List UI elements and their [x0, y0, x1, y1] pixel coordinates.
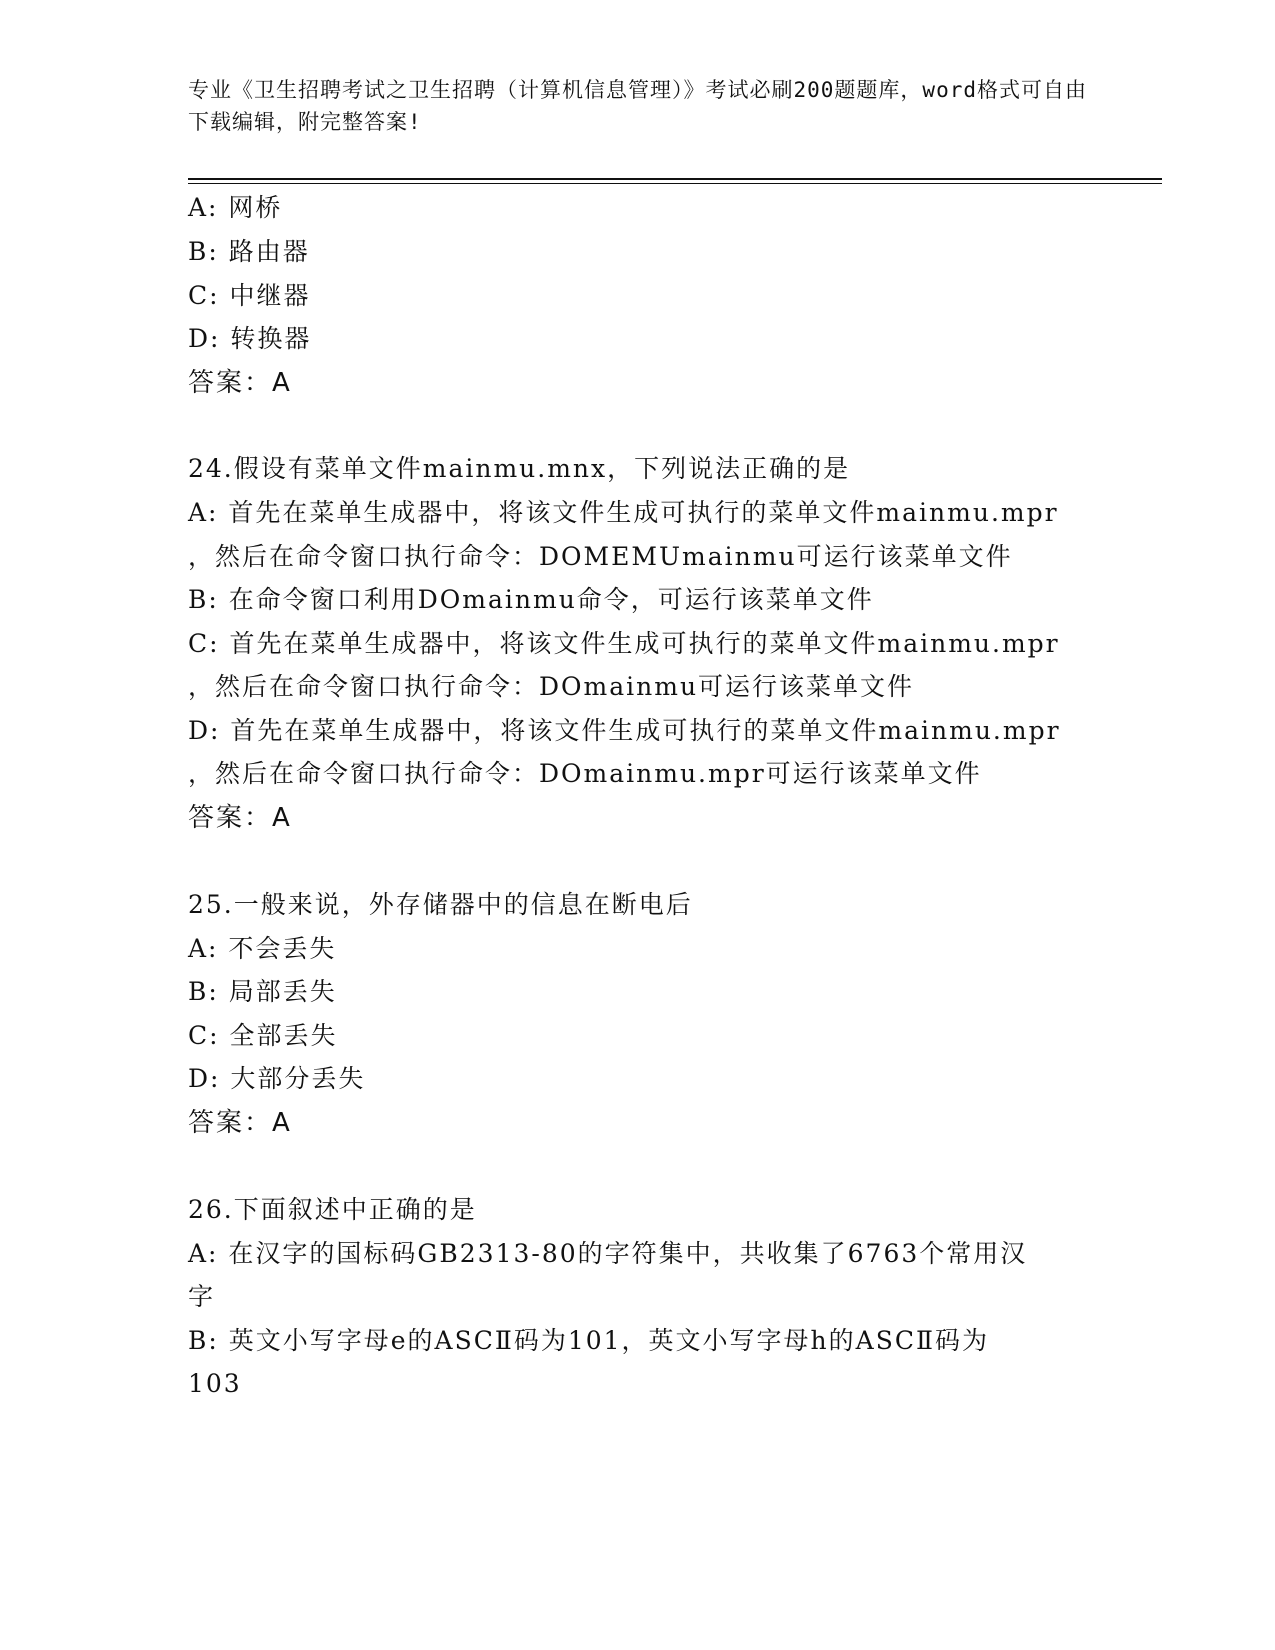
q26-option-b-line1: B: 英文小写字母e的ASCⅡ码为101，英文小写字母h的ASCⅡ码为: [188, 1326, 989, 1355]
q23-answer: 答案：A: [188, 368, 292, 398]
header-rule-thick: [188, 178, 1162, 180]
q24-answer: 答案：A: [188, 803, 292, 833]
q24-option-d-line1: D: 首先在菜单生成器中，将该文件生成可执行的菜单文件mainmu.mpr: [188, 716, 1061, 745]
q24-option-c-line2: ，然后在命令窗口执行命令：DOmainmu可运行该菜单文件: [188, 672, 915, 701]
q25-option-b: B: 局部丢失: [188, 977, 337, 1006]
q25-answer: 答案：A: [188, 1108, 292, 1138]
q26-option-a-line1: A: 在汉字的国标码GB2313-80的字符集中，共收集了6763个常用汉: [188, 1239, 1028, 1268]
q23-option-c: C: 中继器: [188, 281, 311, 310]
q25-stem: 25.一般来说，外存储器中的信息在断电后: [188, 890, 693, 919]
q24-stem: 24.假设有菜单文件mainmu.mnx，下列说法正确的是: [188, 454, 851, 483]
q24-option-d-line2: ，然后在命令窗口执行命令：DOmainmu.mpr可运行该菜单文件: [188, 759, 982, 788]
q23-option-a: A: 网桥: [188, 193, 283, 222]
q26-option-b-line2: 103: [188, 1369, 242, 1398]
q26-option-a-line2: 字: [188, 1282, 216, 1311]
q25-option-d: D: 大部分丢失: [188, 1064, 366, 1093]
q25-option-c: C: 全部丢失: [188, 1021, 338, 1050]
q24-option-b: B: 在命令窗口利用DOmainmu命令，可运行该菜单文件: [188, 585, 874, 614]
q26-stem: 26.下面叙述中正确的是: [188, 1195, 477, 1224]
q24-option-a-line2: ，然后在命令窗口执行命令：DOMEMUmainmu可运行该菜单文件: [188, 542, 1013, 571]
document-header: 专业《卫生招聘考试之卫生招聘（计算机信息管理）》考试必刷200题题库，word格式可自由下载编辑，附完整答案!: [188, 78, 1087, 134]
q25-option-a: A: 不会丢失: [188, 934, 337, 963]
q23-option-d: D: 转换器: [188, 324, 312, 353]
header-rule-thin: [188, 183, 1162, 184]
q23-option-b: B: 路由器: [188, 237, 310, 266]
q24-option-a-line1: A: 首先在菜单生成器中，将该文件生成可执行的菜单文件mainmu.mpr: [188, 498, 1059, 527]
q24-option-c-line1: C: 首先在菜单生成器中，将该文件生成可执行的菜单文件mainmu.mpr: [188, 629, 1060, 658]
